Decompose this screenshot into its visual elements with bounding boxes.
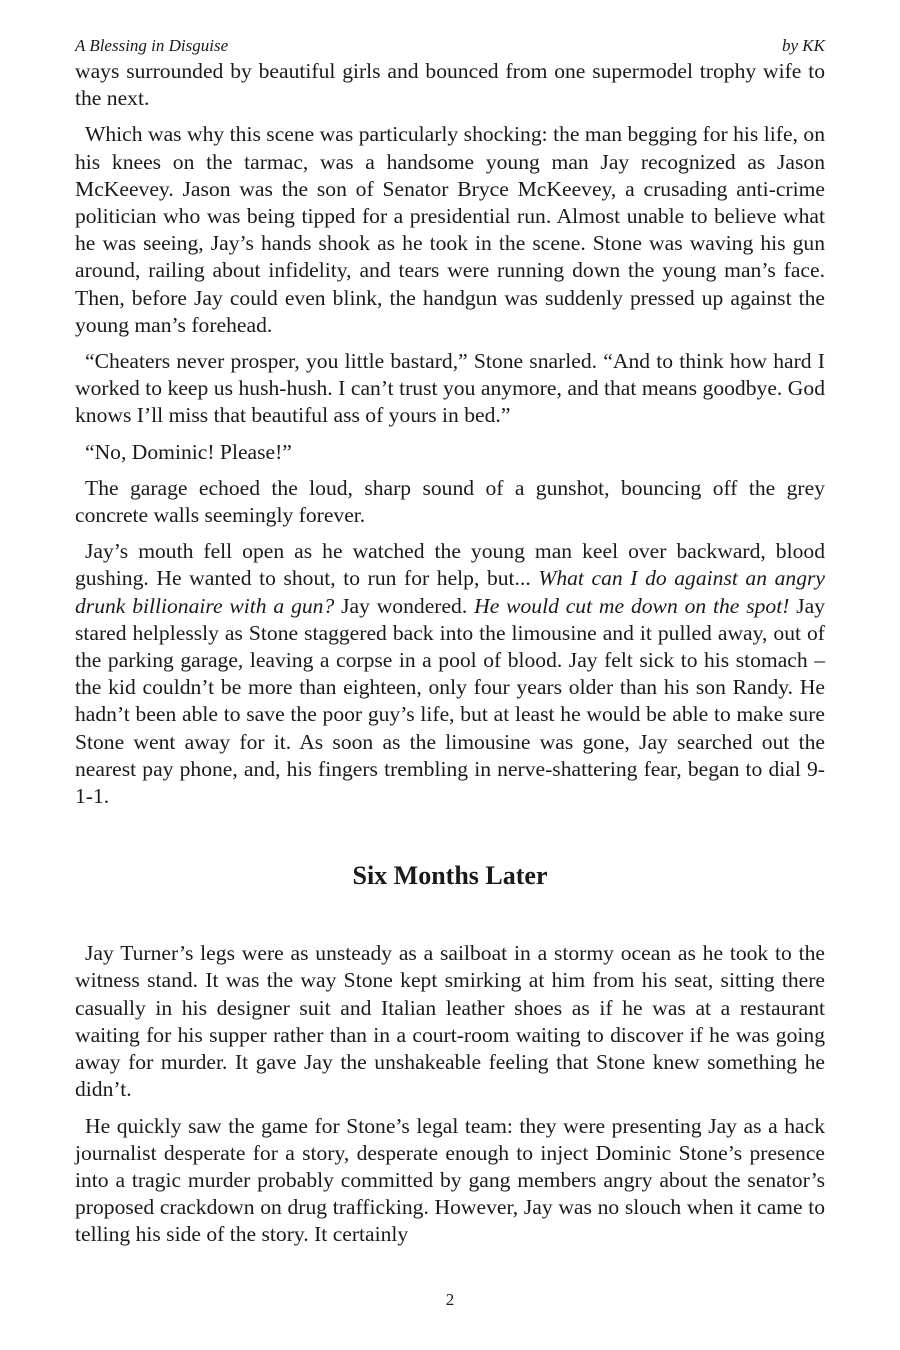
paragraph bbox=[75, 538, 825, 810]
text-run: “Cheaters never prosper, you little bastard,” Stone snarled. “And to think how hard I worked to keep us hush-hush. I can’t trust you anymore, and that means goodbye. God knows I’ll miss that beautiful ass of yours in bed.” bbox=[75, 349, 825, 428]
text-run: ways surrounded by beautiful girls and bounced from one supermodel trophy wife to the next. bbox=[75, 59, 825, 111]
text-run: Jay’s mouth fell open as he watched the young man keel over backward, blood gushing. He wanted to shout, to run for help, but... bbox=[75, 539, 825, 591]
text-run: “No, Dominic! Please!” bbox=[85, 439, 292, 464]
text-run: Jay Turner’s legs were as unsteady as a sailboat in a stormy ocean as he took to the witness stand. It was the way Stone kept smirking at him from his seat, sitting there casually in his designer suit and Italian leather shoes as if he was at a restaurant waiting for his supper rather than in a court-room waiting to discover if he was going away for murder. It gave Jay the unshakeable feeling that Stone knew something he didn’t. bbox=[75, 941, 825, 1102]
italic-thought: What can I do against an angry drunk billionaire with a gun? bbox=[75, 566, 825, 618]
paragraph bbox=[75, 58, 825, 112]
text-run: Which was why this scene was particularly shocking: the man begging for his life, on his knees on the tarmac, was a handsome young man Jay recognized as Jason McKeevey. Jason was the son of Senator Bryce McKeevey, a crusading anti-crime politician who was being tipped for a presidential run. Almost unable to believe what he was seeing, Jay’s hands shook as he took in the scene. Stone was waving his gun around, railing about infidelity, and tears were running down the young man’s face. Then, before Jay could even blink, the handgun was suddenly pressed up against the young man’s forehead. bbox=[75, 122, 825, 337]
text-run: Jay wondered. bbox=[334, 593, 475, 618]
italic-thought: He would cut me down on the spot! bbox=[474, 593, 790, 618]
body-text bbox=[75, 58, 825, 1249]
paragraph bbox=[75, 121, 825, 339]
paragraph bbox=[75, 475, 825, 529]
paragraph bbox=[75, 940, 825, 1103]
section-heading: Six Months Later bbox=[352, 861, 548, 891]
paragraph bbox=[75, 1113, 825, 1249]
text-run: Jay stared helplessly as Stone staggered back into the limousine and it pulled away, out of the parking garage, leaving a corpse in a pool of blood. Jay felt sick to his stomach – the kid couldn’t be more than eighteen, only four years older than his son Randy. He hadn’t been able to save the poor guy’s life, but at least he would be able to make sure Stone went away for it. As soon as the limousine was gone, Jay searched out the nearest pay phone, and, his fingers trembling in nerve-shattering fear, began to dial 9-1-1. bbox=[75, 593, 826, 809]
paragraph bbox=[75, 439, 825, 466]
page bbox=[75, 34, 825, 1258]
author-credit: by KK bbox=[782, 36, 825, 55]
text-run: The garage echoed the loud, sharp sound of a gunshot, bouncing off the grey concrete walls seemingly forever. bbox=[75, 475, 825, 528]
book-title: A Blessing in Disguise bbox=[75, 36, 229, 55]
running-header bbox=[75, 34, 825, 58]
page-number: 2 bbox=[445, 1290, 455, 1309]
text-run: He quickly saw the game for Stone’s legal team: they were presenting Jay as a hack journalist desperate for a story, desperate enough to inject Dominic Stone’s presence into a tragic murder probably committed by gang members angry about the senator’s proposed crackdown on drug trafficking. However, Jay was no slouch when it came to telling his side of the story. It certainly bbox=[75, 1113, 825, 1247]
paragraph bbox=[75, 348, 825, 430]
